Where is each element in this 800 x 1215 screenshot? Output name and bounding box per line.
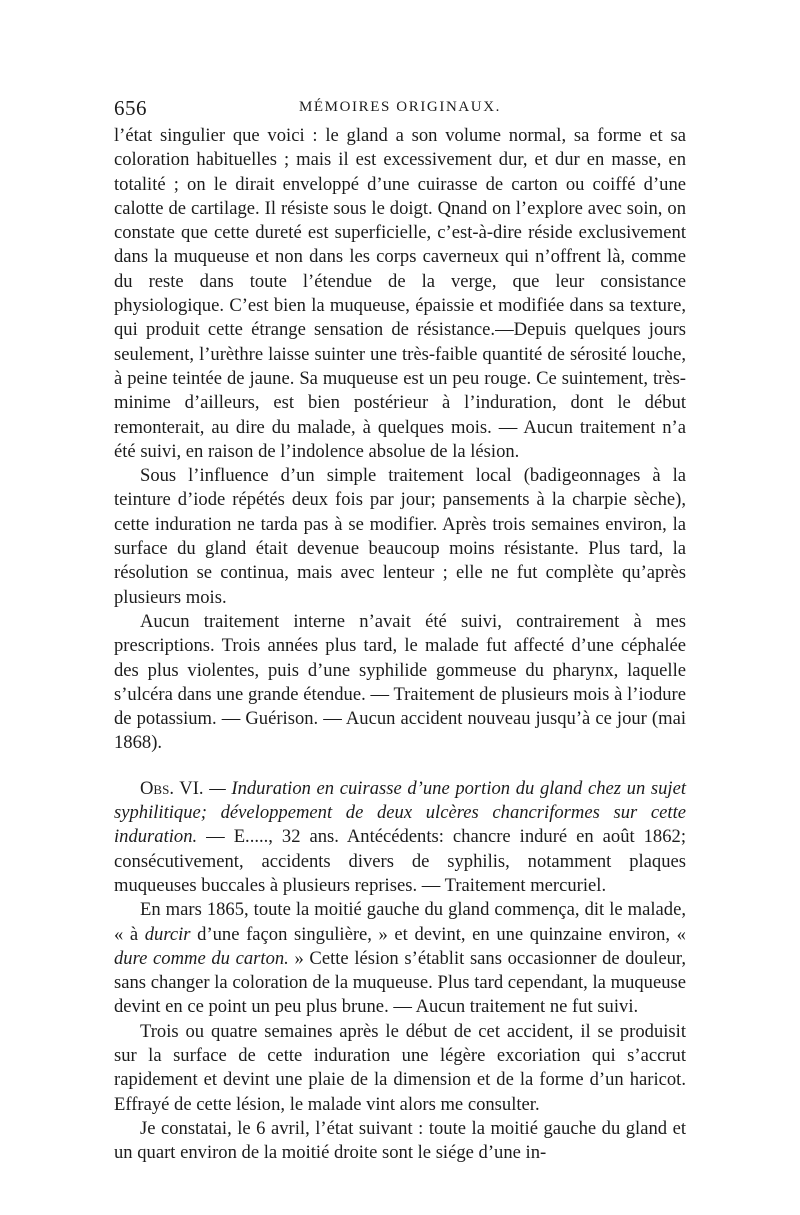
paragraph-onset-text-1: En mars 1865, toute la moitié gauche du gland commença, dit le malade, « à	[114, 899, 686, 945]
running-head: MÉMOIRES ORIGINAUX.	[298, 99, 502, 115]
page-header	[114, 96, 686, 122]
paragraph-onset	[114, 898, 686, 1019]
page-number: 656	[114, 96, 147, 120]
paragraph-continuation: l’état singulier que voici : le gland a son volume normal, sa forme et sa coloration habituelles ; mais il est excessivement dur, et dur en masse, en totalité ; on le dirait enveloppé d’une cuirasse de carton ou coiffé d’une calotte de cartilage. Il résiste sous le doigt. Qnand on l’explore avec soin, on constate que cette dureté est superficielle, c’est-à-dire réside exclusivement dans la muqueuse et non dans les corps caverneux qui n’offrent là, comme du reste dans toute l’étendue de la verge, que leur consistance physiologique. C’est bien la muqueuse, épaissie et modifiée dans sa texture, qui produit cette étrange sensation de résistance.—Depuis quelques jours seulement, l’urèthre laisse suinter une très-faible quantité de sérosité louche, à peine teintée de jaune. Sa muqueuse est un peu rouge. Ce suintement, très-minime d’ailleurs, est bien postérieur à l’induration, dont le début remonterait, au dire du malade, à quelques mois. — Aucun traitement n’a été suivi, en raison de l’indolence absolue de la lésion.	[114, 125, 686, 462]
body-text	[114, 124, 686, 1165]
paragraph-treatment: Sous l’influence d’un simple traitement local (badigeonnages à la teinture d’iode répétés deux fois par jour; pansements à la charpie sèche), cette induration ne tarda pas à se modifier. Après trois semaines environ, la surface du gland était devenue beaucoup moins résistante. Plus tard, la résolution se continua, mais avec lenteur ; elle ne fut complète qu’après plusieurs mois.	[114, 465, 686, 608]
paragraph-outcome: Aucun traitement interne n’avait été suivi, contrairement à mes prescriptions. Trois années plus tard, le malade fut affecté d’une céphalée des plus violentes, puis d’une syphilide gommeuse du pharynx, laquelle s’ulcéra dans une grande étendue. — Traitement de plusieurs mois à l’iodure de potassium. — Guérison. — Aucun accident nouveau jusqu’à ce jour (mai 1868).	[114, 610, 686, 754]
paragraph-examination: Je constatai, le 6 avril, l’état suivant : toute la moitié gauche du gland et un quart environ de la moitié droite sont le siége d’une in-	[114, 1117, 686, 1164]
observation-intro: — E....., 32 ans. Antécédents: chancre induré en août 1862; consécutivement, accidents divers de syphilis, notamment plaques muqueuses buccales à plusieurs reprises. — Traitement mercuriel.	[114, 826, 686, 896]
observation-heading	[114, 777, 686, 898]
section-gap	[114, 756, 686, 777]
observation-title: — Induration en cuirasse d’une portion du gland chez un sujet syphilitique; développement de deux ulcères chancriformes sur cette induration.	[114, 777, 686, 848]
paragraph-onset-text-3: » Cette lésion s’établit sans occasionner de douleur, sans changer la coloration de la muqueuse. Plus tard cependant, la muqueuse devint en ce point un peu plus brune. — Aucun traitement ne fut suivi.	[114, 947, 686, 1018]
observation-label: Obs. VI.	[140, 777, 204, 799]
quote-dure-comme-du-carton: dure comme du carton.	[114, 947, 289, 969]
paragraph-excoriation: Trois ou quatre semaines après le début de cet accident, il se produisit sur la surface de cette induration une légère excoriation qui s’accrut rapidement et devint une plaie de la dimension et de la forme d’un haricot. Effrayé de cette lésion, le malade vint alors me consulter.	[114, 1020, 686, 1115]
quote-durcir: durcir	[144, 923, 191, 945]
paragraph-onset-text-2: d’une façon singulière, » et devint, en une quinzaine environ, «	[190, 923, 686, 945]
